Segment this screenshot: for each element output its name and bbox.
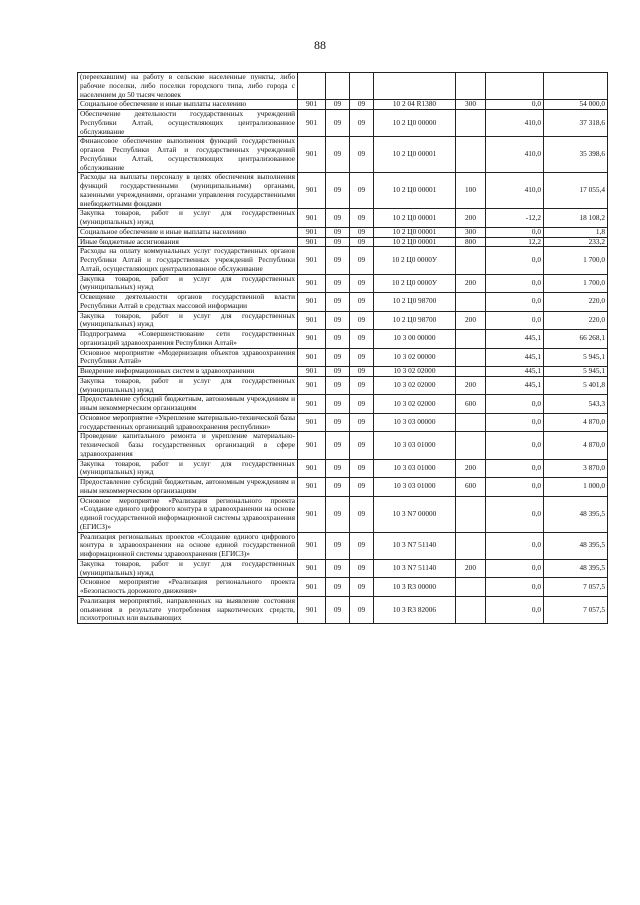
- row-name-cell: Финансовое обеспечение выполнения функций государственных органов Республики Алтай и государственных учреждений Республики Алтай, осуществляющих централизованное обслуживание: [78, 137, 298, 173]
- row-name-cell: Закупка товаров, работ и услуг для государственных (муниципальных) нужд: [78, 274, 298, 293]
- table-row: [78, 367, 608, 377]
- table-row: [78, 274, 608, 293]
- row-name-cell: Закупка товаров, работ и услуг для государственных (муниципальных) нужд: [78, 559, 298, 578]
- section-code-cell: 09: [326, 274, 350, 293]
- section-code-cell: 09: [326, 478, 350, 497]
- target-article-cell: 10 3 00 00000: [374, 330, 456, 349]
- expense-type-cell: [456, 293, 486, 312]
- expense-type-cell: [456, 367, 486, 377]
- table-row: [78, 110, 608, 137]
- section-code-cell: 09: [326, 459, 350, 478]
- section-code-cell: 09: [326, 110, 350, 137]
- amendment-sum-cell: 0,0: [486, 247, 544, 274]
- ved-code-cell: 901: [298, 559, 326, 578]
- section-code-cell: 09: [326, 559, 350, 578]
- subsection-code-cell: 09: [350, 348, 374, 367]
- row-name-cell: Освещение деятельности органов государственной власти Республики Алтай в средствах массовой информации: [78, 293, 298, 312]
- table-row: [78, 395, 608, 414]
- row-name-cell: Внедрение информационных систем в здравоохранении: [78, 367, 298, 377]
- ved-code-cell: 901: [298, 532, 326, 559]
- expense-type-cell: 200: [456, 559, 486, 578]
- row-name-cell: Подпрограмма «Совершенствование сети государственных организаций здравоохранения Республики Алтай»: [78, 330, 298, 349]
- expense-type-cell: 200: [456, 311, 486, 330]
- expense-type-cell: [456, 73, 486, 100]
- section-code-cell: 09: [326, 247, 350, 274]
- table-row: [78, 173, 608, 209]
- table-row: [78, 459, 608, 478]
- ved-code-cell: 901: [298, 173, 326, 209]
- amendment-sum-cell: 445,1: [486, 376, 544, 395]
- ved-code-cell: 901: [298, 367, 326, 377]
- table-row: [78, 311, 608, 330]
- section-code-cell: 09: [326, 100, 350, 110]
- target-article-cell: 10 3 02 02000: [374, 395, 456, 414]
- target-article-cell: 10 3 03 01000: [374, 432, 456, 459]
- target-article-cell: 10 2 Ц0 00001: [374, 227, 456, 237]
- total-sum-cell: 66 268,1: [544, 330, 608, 349]
- expense-type-cell: [456, 413, 486, 432]
- subsection-code-cell: 09: [350, 413, 374, 432]
- expense-type-cell: 200: [456, 274, 486, 293]
- subsection-code-cell: 09: [350, 100, 374, 110]
- target-article-cell: 10 3 R3 00000: [374, 578, 456, 597]
- row-name-cell: Расходы на оплату коммунальных услуг государственных органов Республики Алтай и государственных учреждений Республики Алтай, осуществляющих централизованное обслуживание: [78, 247, 298, 274]
- budget-table: [77, 72, 608, 624]
- table-body: [78, 73, 608, 624]
- total-sum-cell: 220,0: [544, 293, 608, 312]
- expense-type-cell: 800: [456, 237, 486, 247]
- amendment-sum-cell: 0,0: [486, 311, 544, 330]
- subsection-code-cell: 09: [350, 137, 374, 173]
- ved-code-cell: 901: [298, 227, 326, 237]
- target-article-cell: 10 3 03 01000: [374, 459, 456, 478]
- total-sum-cell: 4 870,0: [544, 432, 608, 459]
- amendment-sum-cell: 0,0: [486, 578, 544, 597]
- target-article-cell: 10 2 Ц0 00000: [374, 110, 456, 137]
- expense-type-cell: [456, 578, 486, 597]
- target-article-cell: 10 2 04 R1380: [374, 100, 456, 110]
- amendment-sum-cell: 0,0: [486, 532, 544, 559]
- ved-code-cell: 901: [298, 395, 326, 414]
- subsection-code-cell: 09: [350, 432, 374, 459]
- row-name-cell: Основное мероприятие «Укрепление материально-технической базы государственных организаций здравоохранения республики»: [78, 413, 298, 432]
- table-row: [78, 348, 608, 367]
- target-article-cell: 10 2 Ц0 00001: [374, 209, 456, 228]
- total-sum-cell: [544, 73, 608, 100]
- ved-code-cell: 901: [298, 348, 326, 367]
- subsection-code-cell: 09: [350, 293, 374, 312]
- table-row: [78, 532, 608, 559]
- target-article-cell: 10 3 N7 00000: [374, 496, 456, 532]
- row-name-cell: (переехавшим) на работу в сельские населенные пункты, либо рабочие поселки, либо поселки городского типа, либо города с населением до 50 тысяч человек: [78, 73, 298, 100]
- target-article-cell: 10 2 Ц0 98700: [374, 311, 456, 330]
- table-row: [78, 293, 608, 312]
- ved-code-cell: 901: [298, 237, 326, 247]
- subsection-code-cell: 09: [350, 173, 374, 209]
- section-code-cell: 09: [326, 367, 350, 377]
- section-code-cell: 09: [326, 532, 350, 559]
- expense-type-cell: [456, 596, 486, 623]
- total-sum-cell: 543,3: [544, 395, 608, 414]
- table-row: [78, 209, 608, 228]
- amendment-sum-cell: [486, 73, 544, 100]
- total-sum-cell: 1,8: [544, 227, 608, 237]
- ved-code-cell: 901: [298, 209, 326, 228]
- total-sum-cell: 48 395,5: [544, 532, 608, 559]
- ved-code-cell: 901: [298, 459, 326, 478]
- table-row: [78, 413, 608, 432]
- amendment-sum-cell: 410,0: [486, 110, 544, 137]
- expense-type-cell: 300: [456, 227, 486, 237]
- ved-code-cell: 901: [298, 596, 326, 623]
- total-sum-cell: 5 401,8: [544, 376, 608, 395]
- total-sum-cell: 233,2: [544, 237, 608, 247]
- table-row: [78, 237, 608, 247]
- table-row: [78, 247, 608, 274]
- total-sum-cell: 48 395,5: [544, 559, 608, 578]
- amendment-sum-cell: 410,0: [486, 173, 544, 209]
- ved-code-cell: 901: [298, 478, 326, 497]
- section-code-cell: 09: [326, 413, 350, 432]
- total-sum-cell: 54 000,0: [544, 100, 608, 110]
- subsection-code-cell: 09: [350, 459, 374, 478]
- expense-type-cell: [456, 247, 486, 274]
- page-number: 88: [314, 38, 326, 52]
- section-code-cell: 09: [326, 311, 350, 330]
- subsection-code-cell: 09: [350, 578, 374, 597]
- subsection-code-cell: 09: [350, 274, 374, 293]
- section-code-cell: 09: [326, 578, 350, 597]
- expense-type-cell: [456, 110, 486, 137]
- subsection-code-cell: 09: [350, 367, 374, 377]
- subsection-code-cell: 09: [350, 110, 374, 137]
- target-article-cell: 10 2 Ц0 00001: [374, 137, 456, 173]
- amendment-sum-cell: 0,0: [486, 432, 544, 459]
- subsection-code-cell: 09: [350, 395, 374, 414]
- target-article-cell: 10 3 02 02000: [374, 376, 456, 395]
- total-sum-cell: 35 398,6: [544, 137, 608, 173]
- amendment-sum-cell: -12,2: [486, 209, 544, 228]
- amendment-sum-cell: 410,0: [486, 137, 544, 173]
- table-row: [78, 578, 608, 597]
- subsection-code-cell: 09: [350, 496, 374, 532]
- expense-type-cell: 200: [456, 376, 486, 395]
- amendment-sum-cell: 0,0: [486, 293, 544, 312]
- subsection-code-cell: 09: [350, 376, 374, 395]
- amendment-sum-cell: 12,2: [486, 237, 544, 247]
- target-article-cell: [374, 73, 456, 100]
- amendment-sum-cell: 0,0: [486, 395, 544, 414]
- expense-type-cell: 300: [456, 100, 486, 110]
- subsection-code-cell: 09: [350, 330, 374, 349]
- section-code-cell: 09: [326, 209, 350, 228]
- target-article-cell: 10 2 Ц0 00001: [374, 237, 456, 247]
- total-sum-cell: 5 945,1: [544, 367, 608, 377]
- total-sum-cell: 37 318,6: [544, 110, 608, 137]
- ved-code-cell: [298, 73, 326, 100]
- amendment-sum-cell: 445,1: [486, 367, 544, 377]
- expense-type-cell: [456, 532, 486, 559]
- total-sum-cell: 17 055,4: [544, 173, 608, 209]
- ved-code-cell: 901: [298, 578, 326, 597]
- ved-code-cell: 901: [298, 413, 326, 432]
- ved-code-cell: 901: [298, 110, 326, 137]
- table-row: [78, 376, 608, 395]
- row-name-cell: Основное мероприятие «Реализация регионального проекта «Создание единого цифрового контура в здравоохранении на основе единой государственной информационной системы здравоохранения (ЕГИСЗ)»: [78, 496, 298, 532]
- total-sum-cell: 7 057,5: [544, 578, 608, 597]
- target-article-cell: 10 2 Ц0 98700: [374, 293, 456, 312]
- target-article-cell: 10 3 02 02000: [374, 367, 456, 377]
- total-sum-cell: 1 700,0: [544, 247, 608, 274]
- table-row: [78, 478, 608, 497]
- row-name-cell: Закупка товаров, работ и услуг для государственных (муниципальных) нужд: [78, 376, 298, 395]
- target-article-cell: 10 3 03 00000: [374, 413, 456, 432]
- target-article-cell: 10 3 N7 51140: [374, 532, 456, 559]
- target-article-cell: 10 3 02 00000: [374, 348, 456, 367]
- total-sum-cell: 1 000,0: [544, 478, 608, 497]
- total-sum-cell: 5 945,1: [544, 348, 608, 367]
- row-name-cell: Проведение капитального ремонта и укрепление материально-технической базы государственных организаций в сфере здравоохранения: [78, 432, 298, 459]
- total-sum-cell: 220,0: [544, 311, 608, 330]
- expense-type-cell: 200: [456, 459, 486, 478]
- section-code-cell: 09: [326, 137, 350, 173]
- section-code-cell: 09: [326, 596, 350, 623]
- subsection-code-cell: 09: [350, 227, 374, 237]
- ved-code-cell: 901: [298, 293, 326, 312]
- total-sum-cell: 1 700,0: [544, 274, 608, 293]
- amendment-sum-cell: 445,1: [486, 348, 544, 367]
- row-name-cell: Закупка товаров, работ и услуг для государственных (муниципальных) нужд: [78, 311, 298, 330]
- row-name-cell: Закупка товаров, работ и услуг для государственных (муниципальных) нужд: [78, 209, 298, 228]
- section-code-cell: 09: [326, 376, 350, 395]
- total-sum-cell: 7 057,5: [544, 596, 608, 623]
- row-name-cell: Реализация мероприятий, направленных на выявление состояния опьянения в результате употребления наркотических средств, психотропных или вызывающих: [78, 596, 298, 623]
- subsection-code-cell: 09: [350, 247, 374, 274]
- target-article-cell: 10 3 R3 82006: [374, 596, 456, 623]
- target-article-cell: 10 2 Ц0 0000У: [374, 274, 456, 293]
- section-code-cell: 09: [326, 348, 350, 367]
- table-row: [78, 432, 608, 459]
- subsection-code-cell: 09: [350, 209, 374, 228]
- total-sum-cell: 3 870,0: [544, 459, 608, 478]
- ved-code-cell: 901: [298, 274, 326, 293]
- total-sum-cell: 48 395,5: [544, 496, 608, 532]
- amendment-sum-cell: 0,0: [486, 100, 544, 110]
- table-row: [78, 496, 608, 532]
- subsection-code-cell: 09: [350, 478, 374, 497]
- amendment-sum-cell: 0,0: [486, 459, 544, 478]
- ved-code-cell: 901: [298, 496, 326, 532]
- amendment-sum-cell: 0,0: [486, 559, 544, 578]
- target-article-cell: 10 2 Ц0 00001: [374, 173, 456, 209]
- amendment-sum-cell: 0,0: [486, 478, 544, 497]
- ved-code-cell: 901: [298, 432, 326, 459]
- section-code-cell: [326, 73, 350, 100]
- total-sum-cell: 18 108,2: [544, 209, 608, 228]
- subsection-code-cell: [350, 73, 374, 100]
- section-code-cell: 09: [326, 293, 350, 312]
- table-row: [78, 227, 608, 237]
- ved-code-cell: 901: [298, 376, 326, 395]
- subsection-code-cell: 09: [350, 532, 374, 559]
- row-name-cell: Основное мероприятие «Модернизация объектов здравоохранения Республики Алтай»: [78, 348, 298, 367]
- table-row: [78, 137, 608, 173]
- row-name-cell: Социальное обеспечение и иные выплаты населению: [78, 100, 298, 110]
- expense-type-cell: 100: [456, 173, 486, 209]
- amendment-sum-cell: 0,0: [486, 227, 544, 237]
- expense-type-cell: 600: [456, 478, 486, 497]
- expense-type-cell: 200: [456, 209, 486, 228]
- amendment-sum-cell: 445,1: [486, 330, 544, 349]
- subsection-code-cell: 09: [350, 311, 374, 330]
- subsection-code-cell: 09: [350, 596, 374, 623]
- row-name-cell: Социальное обеспечение и иные выплаты населению: [78, 227, 298, 237]
- section-code-cell: 09: [326, 173, 350, 209]
- ved-code-cell: 901: [298, 100, 326, 110]
- section-code-cell: 09: [326, 496, 350, 532]
- section-code-cell: 09: [326, 330, 350, 349]
- table-row: [78, 559, 608, 578]
- section-code-cell: 09: [326, 432, 350, 459]
- expense-type-cell: [456, 348, 486, 367]
- expense-type-cell: [456, 496, 486, 532]
- expense-type-cell: 600: [456, 395, 486, 414]
- table-row: [78, 73, 608, 100]
- target-article-cell: 10 3 03 01000: [374, 478, 456, 497]
- subsection-code-cell: 09: [350, 559, 374, 578]
- row-name-cell: Предоставление субсидий бюджетным, автономным учреждениям и иным некоммерческим организациям: [78, 478, 298, 497]
- row-name-cell: Реализация региональных проектов «Создание единого цифрового контура в здравоохранении на основе единой государственной информационной системы здравоохранения (ЕГИСЗ)»: [78, 532, 298, 559]
- row-name-cell: Предоставление субсидий бюджетным, автономным учреждениям и иным некоммерческим организациям: [78, 395, 298, 414]
- section-code-cell: 09: [326, 395, 350, 414]
- amendment-sum-cell: 0,0: [486, 413, 544, 432]
- row-name-cell: Иные бюджетные ассигнования: [78, 237, 298, 247]
- subsection-code-cell: 09: [350, 237, 374, 247]
- ved-code-cell: 901: [298, 137, 326, 173]
- target-article-cell: 10 2 Ц0 0000У: [374, 247, 456, 274]
- row-name-cell: Основное мероприятие «Реализация регионального проекта «Безопасность дорожного движения»: [78, 578, 298, 597]
- ved-code-cell: 901: [298, 247, 326, 274]
- row-name-cell: Расходы на выплаты персоналу в целях обеспечения выполнения функций государственными (муниципальными) органами, казенными учреждениями, органами управления государственными внебюджетными фондами: [78, 173, 298, 209]
- section-code-cell: 09: [326, 237, 350, 247]
- target-article-cell: 10 3 N7 51140: [374, 559, 456, 578]
- section-code-cell: 09: [326, 227, 350, 237]
- table-row: [78, 100, 608, 110]
- ved-code-cell: 901: [298, 330, 326, 349]
- table-row: [78, 596, 608, 623]
- expense-type-cell: [456, 330, 486, 349]
- row-name-cell: Обеспечение деятельности государственных учреждений Республики Алтай, осуществляющих централизованное обслуживание: [78, 110, 298, 137]
- amendment-sum-cell: 0,0: [486, 496, 544, 532]
- amendment-sum-cell: 0,0: [486, 274, 544, 293]
- table-row: [78, 330, 608, 349]
- total-sum-cell: 4 870,0: [544, 413, 608, 432]
- row-name-cell: Закупка товаров, работ и услуг для государственных (муниципальных) нужд: [78, 459, 298, 478]
- ved-code-cell: 901: [298, 311, 326, 330]
- amendment-sum-cell: 0,0: [486, 596, 544, 623]
- expense-type-cell: [456, 137, 486, 173]
- expense-type-cell: [456, 432, 486, 459]
